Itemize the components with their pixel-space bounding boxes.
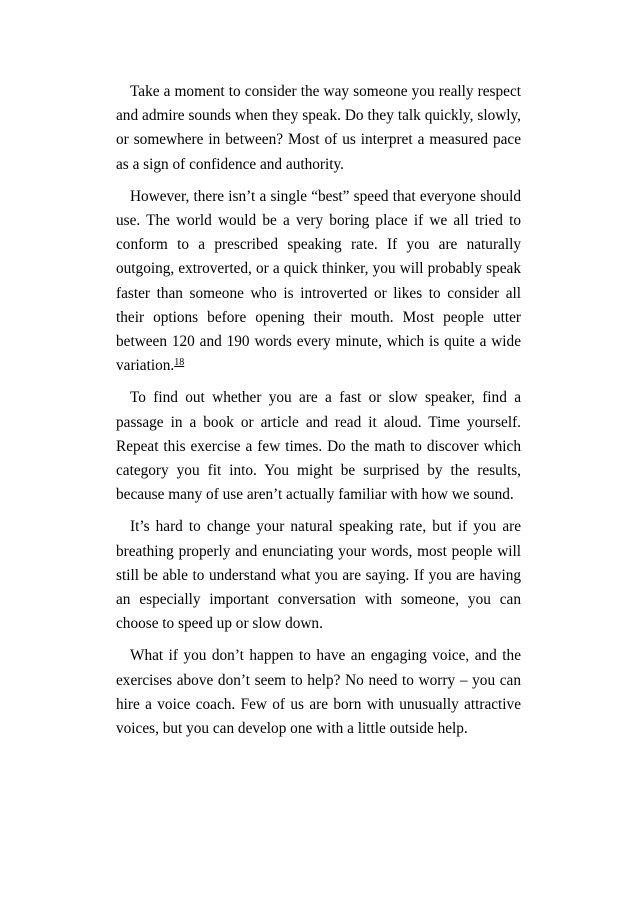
footnote-reference[interactable]: 18	[174, 357, 185, 369]
paragraph-5	[116, 644, 521, 741]
paragraph-2	[116, 185, 521, 379]
paragraph-1	[116, 80, 521, 177]
paragraph-2-text: However, there isn’t a single “best” speed that everyone should use. The world would be a very boring place if we all tried to conform to a prescribed speaking rate. If you are naturally outgoing, extroverted, or a quick thinker, you will probably speak faster than someone who is introverted or likes to consider all their options before opening their mouth. Most people utter between 120 and 190 words every minute, which is quite a wide variation.	[116, 187, 521, 375]
page-body	[116, 80, 521, 741]
paragraph-5-text: What if you don’t happen to have an engaging voice, and the exercises above don’t seem to help? No need to worry – you can hire a voice coach. Few of us are born with unusually attractive voices, but you can develop one with a little outside help.	[116, 647, 521, 738]
paragraph-3-text: To find out whether you are a fast or slow speaker, find a passage in a book or article and read it aloud. Time yourself. Repeat this exercise a few times. Do the math to discover which category you fit into. You might be surprised by the results, because many of use aren’t actually familiar with how we sound.	[116, 389, 521, 504]
paragraph-3	[116, 386, 521, 507]
paragraph-1-text: Take a moment to consider the way someone you really respect and admire sounds when they speak. Do they talk quickly, slowly, or somewhere in between? Most of us interpret a measured pace as a sign of confidence and authority.	[116, 83, 521, 173]
paragraph-4	[116, 515, 521, 636]
paragraph-4-text: It’s hard to change your natural speaking rate, but if you are breathing properly and enunciating your words, most people will still be able to understand what you are saying. If you are having an especially important conversation with someone, you can choose to speed up or slow down.	[116, 518, 521, 633]
